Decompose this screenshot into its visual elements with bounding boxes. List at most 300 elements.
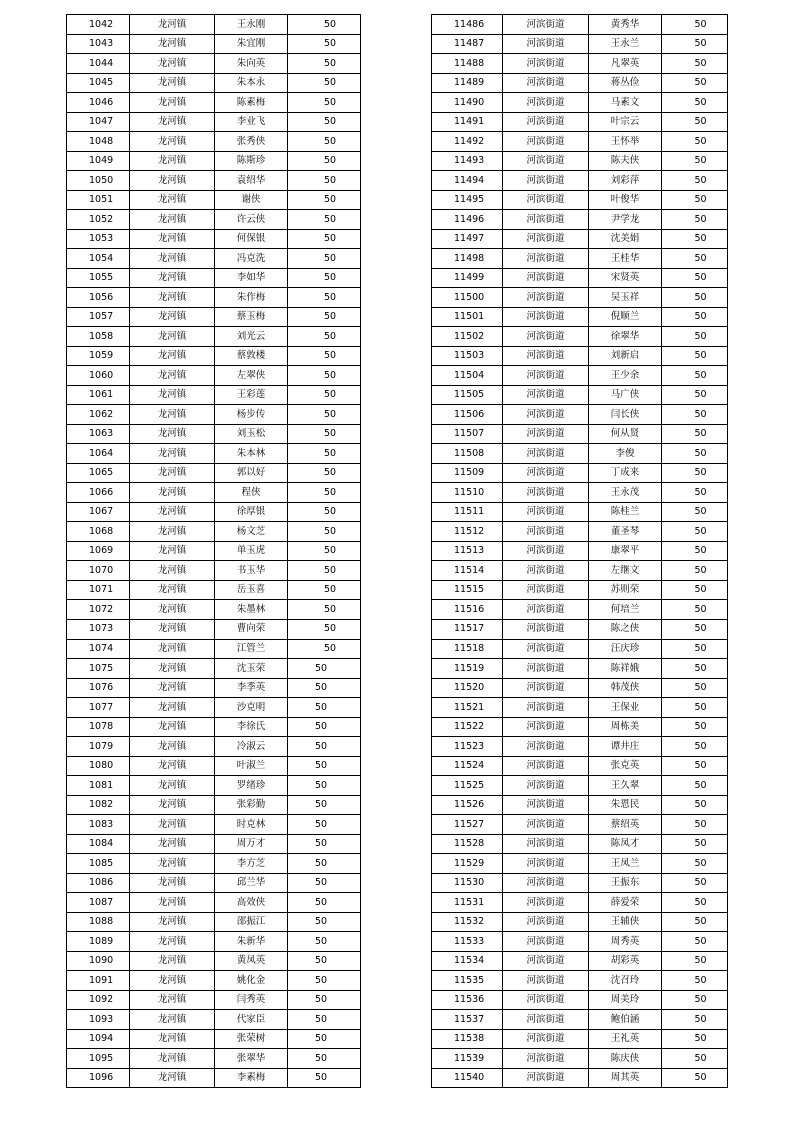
name-cell: 王永刚 xyxy=(215,15,288,35)
table-row xyxy=(67,132,361,152)
amount-cell: 50 xyxy=(662,54,728,74)
serial-number-cell: 1069 xyxy=(67,541,130,561)
table-row xyxy=(67,737,361,757)
table-row xyxy=(67,171,361,191)
amount-cell: 50 xyxy=(662,854,728,874)
serial-number-cell: 11511 xyxy=(432,502,503,522)
name-cell: 程侠 xyxy=(215,483,288,503)
serial-number-cell: 11506 xyxy=(432,405,503,425)
name-cell: 姚化金 xyxy=(215,971,288,991)
name-cell: 丁成来 xyxy=(589,463,662,483)
town-cell: 河滨街道 xyxy=(503,580,589,600)
amount-cell: 50 xyxy=(662,678,728,698)
town-cell: 河滨街道 xyxy=(503,1010,589,1030)
serial-number-cell: 11535 xyxy=(432,971,503,991)
serial-number-cell: 11487 xyxy=(432,34,503,54)
town-cell: 河滨街道 xyxy=(503,541,589,561)
name-cell: 王凤兰 xyxy=(589,854,662,874)
name-cell: 陈素梅 xyxy=(215,93,288,113)
serial-number-cell: 1078 xyxy=(67,717,130,737)
serial-number-cell: 1067 xyxy=(67,502,130,522)
town-cell: 河滨街道 xyxy=(503,737,589,757)
town-cell: 龙河镇 xyxy=(130,229,215,249)
name-cell: 谭井庄 xyxy=(589,737,662,757)
amount-cell: 50 xyxy=(662,93,728,113)
amount-cell: 50 xyxy=(662,756,728,776)
table-row xyxy=(67,34,361,54)
town-cell: 龙河镇 xyxy=(130,151,215,171)
name-cell: 朱恩民 xyxy=(589,795,662,815)
amount-cell: 50 xyxy=(288,659,361,679)
serial-number-cell: 11524 xyxy=(432,756,503,776)
name-cell: 沙克明 xyxy=(215,698,288,718)
amount-cell: 50 xyxy=(288,268,361,288)
name-cell: 蒋丛俭 xyxy=(589,73,662,93)
amount-cell: 50 xyxy=(288,249,361,269)
name-cell: 罗绪珍 xyxy=(215,776,288,796)
table-row xyxy=(67,288,361,308)
table-row xyxy=(432,932,728,952)
amount-cell: 50 xyxy=(288,522,361,542)
town-cell: 龙河镇 xyxy=(130,932,215,952)
amount-cell: 50 xyxy=(288,717,361,737)
town-cell: 河滨街道 xyxy=(503,698,589,718)
table-row xyxy=(432,990,728,1010)
table-row xyxy=(67,73,361,93)
name-cell: 曹向荣 xyxy=(215,619,288,639)
town-cell: 龙河镇 xyxy=(130,737,215,757)
serial-number-cell: 11492 xyxy=(432,132,503,152)
name-cell: 李方芝 xyxy=(215,854,288,874)
amount-cell: 50 xyxy=(288,190,361,210)
town-cell: 河滨街道 xyxy=(503,717,589,737)
town-cell: 河滨街道 xyxy=(503,873,589,893)
name-cell: 汪庆珍 xyxy=(589,639,662,659)
table-row xyxy=(67,385,361,405)
serial-number-cell: 11518 xyxy=(432,639,503,659)
town-cell: 河滨街道 xyxy=(503,659,589,679)
amount-cell: 50 xyxy=(288,1029,361,1049)
name-cell: 薛爱荣 xyxy=(589,893,662,913)
amount-cell: 50 xyxy=(288,171,361,191)
serial-number-cell: 1064 xyxy=(67,444,130,464)
table-row xyxy=(432,854,728,874)
name-cell: 蔡敦楼 xyxy=(215,346,288,366)
name-cell: 王保业 xyxy=(589,698,662,718)
serial-number-cell: 11505 xyxy=(432,385,503,405)
serial-number-cell: 11515 xyxy=(432,580,503,600)
town-cell: 河滨街道 xyxy=(503,190,589,210)
town-cell: 龙河镇 xyxy=(130,873,215,893)
town-cell: 河滨街道 xyxy=(503,639,589,659)
name-cell: 陈庆侠 xyxy=(589,1049,662,1069)
table-row xyxy=(67,1068,361,1088)
name-cell: 王久翠 xyxy=(589,776,662,796)
name-cell: 尹学龙 xyxy=(589,210,662,230)
name-cell: 王彩莲 xyxy=(215,385,288,405)
name-cell: 徐翠华 xyxy=(589,327,662,347)
amount-cell: 50 xyxy=(662,502,728,522)
town-cell: 龙河镇 xyxy=(130,659,215,679)
amount-cell: 50 xyxy=(662,698,728,718)
serial-number-cell: 11528 xyxy=(432,834,503,854)
name-cell: 周其英 xyxy=(589,1068,662,1088)
table-row xyxy=(432,405,728,425)
table-row xyxy=(432,561,728,581)
table-row xyxy=(432,893,728,913)
name-cell: 张翠华 xyxy=(215,1049,288,1069)
serial-number-cell: 1084 xyxy=(67,834,130,854)
table-row xyxy=(67,932,361,952)
amount-cell: 50 xyxy=(662,659,728,679)
serial-number-cell: 1076 xyxy=(67,678,130,698)
name-cell: 马素文 xyxy=(589,93,662,113)
table-row xyxy=(432,190,728,210)
town-cell: 河滨街道 xyxy=(503,854,589,874)
table-row xyxy=(67,678,361,698)
town-cell: 龙河镇 xyxy=(130,776,215,796)
serial-number-cell: 1043 xyxy=(67,34,130,54)
town-cell: 龙河镇 xyxy=(130,1049,215,1069)
town-cell: 河滨街道 xyxy=(503,815,589,835)
table-row xyxy=(67,327,361,347)
serial-number-cell: 11504 xyxy=(432,366,503,386)
serial-number-cell: 11521 xyxy=(432,698,503,718)
serial-number-cell: 11520 xyxy=(432,678,503,698)
serial-number-cell: 11490 xyxy=(432,93,503,113)
serial-number-cell: 1074 xyxy=(67,639,130,659)
name-cell: 王桂华 xyxy=(589,249,662,269)
amount-cell: 50 xyxy=(662,639,728,659)
amount-cell: 50 xyxy=(662,327,728,347)
town-cell: 龙河镇 xyxy=(130,717,215,737)
town-cell: 龙河镇 xyxy=(130,971,215,991)
serial-number-cell: 11517 xyxy=(432,619,503,639)
town-cell: 河滨街道 xyxy=(503,619,589,639)
amount-cell: 50 xyxy=(662,151,728,171)
table-row xyxy=(67,483,361,503)
amount-cell: 50 xyxy=(288,580,361,600)
serial-number-cell: 1073 xyxy=(67,619,130,639)
name-cell: 徐厚银 xyxy=(215,502,288,522)
name-cell: 陈凤才 xyxy=(589,834,662,854)
name-cell: 叶宗云 xyxy=(589,112,662,132)
town-cell: 龙河镇 xyxy=(130,580,215,600)
table-row xyxy=(67,112,361,132)
table-row xyxy=(432,307,728,327)
right-table-body xyxy=(432,15,728,1088)
table-row xyxy=(67,854,361,874)
name-cell: 王永茂 xyxy=(589,483,662,503)
serial-number-cell: 1091 xyxy=(67,971,130,991)
name-cell: 郭以好 xyxy=(215,463,288,483)
serial-number-cell: 11503 xyxy=(432,346,503,366)
amount-cell: 50 xyxy=(662,405,728,425)
serial-number-cell: 1055 xyxy=(67,268,130,288)
name-cell: 陈夫侠 xyxy=(589,151,662,171)
amount-cell: 50 xyxy=(662,171,728,191)
serial-number-cell: 1062 xyxy=(67,405,130,425)
serial-number-cell: 1056 xyxy=(67,288,130,308)
serial-number-cell: 1087 xyxy=(67,893,130,913)
table-row xyxy=(67,424,361,444)
amount-cell: 50 xyxy=(288,385,361,405)
amount-cell: 50 xyxy=(662,1049,728,1069)
amount-cell: 50 xyxy=(288,424,361,444)
amount-cell: 50 xyxy=(288,405,361,425)
town-cell: 河滨街道 xyxy=(503,171,589,191)
serial-number-cell: 1042 xyxy=(67,15,130,35)
table-row xyxy=(67,249,361,269)
serial-number-cell: 1077 xyxy=(67,698,130,718)
town-cell: 河滨街道 xyxy=(503,54,589,74)
table-row xyxy=(67,307,361,327)
name-cell: 陈祥娥 xyxy=(589,659,662,679)
serial-number-cell: 1080 xyxy=(67,756,130,776)
town-cell: 龙河镇 xyxy=(130,698,215,718)
serial-number-cell: 11519 xyxy=(432,659,503,679)
table-row xyxy=(67,834,361,854)
serial-number-cell: 1096 xyxy=(67,1068,130,1088)
town-cell: 河滨街道 xyxy=(503,151,589,171)
table-row xyxy=(432,132,728,152)
amount-cell: 50 xyxy=(662,1010,728,1030)
serial-number-cell: 1052 xyxy=(67,210,130,230)
table-row xyxy=(432,15,728,35)
serial-number-cell: 11497 xyxy=(432,229,503,249)
name-cell: 韩茂侠 xyxy=(589,678,662,698)
amount-cell: 50 xyxy=(288,15,361,35)
table-row xyxy=(432,346,728,366)
serial-number-cell: 11514 xyxy=(432,561,503,581)
name-cell: 周万才 xyxy=(215,834,288,854)
serial-number-cell: 11533 xyxy=(432,932,503,952)
name-cell: 李徐氏 xyxy=(215,717,288,737)
name-cell: 李业飞 xyxy=(215,112,288,132)
left-table-grid xyxy=(66,14,361,1088)
name-cell: 王永兰 xyxy=(589,34,662,54)
serial-number-cell: 11498 xyxy=(432,249,503,269)
town-cell: 河滨街道 xyxy=(503,1068,589,1088)
table-row xyxy=(432,1029,728,1049)
town-cell: 龙河镇 xyxy=(130,54,215,74)
town-cell: 河滨街道 xyxy=(503,405,589,425)
right-table xyxy=(431,14,728,1088)
table-row xyxy=(432,619,728,639)
amount-cell: 50 xyxy=(662,815,728,835)
town-cell: 龙河镇 xyxy=(130,424,215,444)
amount-cell: 50 xyxy=(288,327,361,347)
amount-cell: 50 xyxy=(662,288,728,308)
amount-cell: 50 xyxy=(288,444,361,464)
amount-cell: 50 xyxy=(288,815,361,835)
town-cell: 龙河镇 xyxy=(130,190,215,210)
table-row xyxy=(432,737,728,757)
town-cell: 河滨街道 xyxy=(503,795,589,815)
table-row xyxy=(432,288,728,308)
town-cell: 河滨街道 xyxy=(503,951,589,971)
name-cell: 王礼英 xyxy=(589,1029,662,1049)
serial-number-cell: 1094 xyxy=(67,1029,130,1049)
table-row xyxy=(432,151,728,171)
town-cell: 河滨街道 xyxy=(503,444,589,464)
town-cell: 河滨街道 xyxy=(503,522,589,542)
table-row xyxy=(432,444,728,464)
name-cell: 朱宜刚 xyxy=(215,34,288,54)
table-row xyxy=(67,502,361,522)
amount-cell: 50 xyxy=(288,307,361,327)
amount-cell: 50 xyxy=(662,229,728,249)
town-cell: 龙河镇 xyxy=(130,1068,215,1088)
amount-cell: 50 xyxy=(288,678,361,698)
serial-number-cell: 11523 xyxy=(432,737,503,757)
serial-number-cell: 11509 xyxy=(432,463,503,483)
town-cell: 河滨街道 xyxy=(503,385,589,405)
table-row xyxy=(67,815,361,835)
table-row xyxy=(432,366,728,386)
amount-cell: 50 xyxy=(288,893,361,913)
serial-number-cell: 1088 xyxy=(67,912,130,932)
name-cell: 高效侠 xyxy=(215,893,288,913)
serial-number-cell: 1081 xyxy=(67,776,130,796)
town-cell: 河滨街道 xyxy=(503,600,589,620)
town-cell: 河滨街道 xyxy=(503,346,589,366)
amount-cell: 50 xyxy=(662,834,728,854)
serial-number-cell: 1059 xyxy=(67,346,130,366)
serial-number-cell: 11496 xyxy=(432,210,503,230)
town-cell: 龙河镇 xyxy=(130,73,215,93)
name-cell: 黄凤英 xyxy=(215,951,288,971)
serial-number-cell: 11522 xyxy=(432,717,503,737)
amount-cell: 50 xyxy=(288,288,361,308)
amount-cell: 50 xyxy=(288,795,361,815)
table-row xyxy=(67,580,361,600)
name-cell: 江管兰 xyxy=(215,639,288,659)
name-cell: 苏则荣 xyxy=(589,580,662,600)
amount-cell: 50 xyxy=(662,346,728,366)
table-row xyxy=(67,561,361,581)
amount-cell: 50 xyxy=(288,151,361,171)
amount-cell: 50 xyxy=(288,132,361,152)
amount-cell: 50 xyxy=(288,698,361,718)
serial-number-cell: 11502 xyxy=(432,327,503,347)
serial-number-cell: 1075 xyxy=(67,659,130,679)
table-row xyxy=(432,912,728,932)
town-cell: 河滨街道 xyxy=(503,1029,589,1049)
name-cell: 沈玉荣 xyxy=(215,659,288,679)
table-row xyxy=(432,34,728,54)
town-cell: 河滨街道 xyxy=(503,210,589,230)
table-row xyxy=(67,619,361,639)
serial-number-cell: 1053 xyxy=(67,229,130,249)
name-cell: 王怀举 xyxy=(589,132,662,152)
serial-number-cell: 1050 xyxy=(67,171,130,191)
table-row xyxy=(432,463,728,483)
table-row xyxy=(432,1010,728,1030)
town-cell: 龙河镇 xyxy=(130,327,215,347)
town-cell: 河滨街道 xyxy=(503,893,589,913)
table-row xyxy=(67,541,361,561)
table-row xyxy=(432,73,728,93)
table-row xyxy=(432,951,728,971)
amount-cell: 50 xyxy=(288,932,361,952)
name-cell: 李季英 xyxy=(215,678,288,698)
table-row xyxy=(432,210,728,230)
serial-number-cell: 1044 xyxy=(67,54,130,74)
amount-cell: 50 xyxy=(662,132,728,152)
serial-number-cell: 1089 xyxy=(67,932,130,952)
table-row xyxy=(67,54,361,74)
serial-number-cell: 11538 xyxy=(432,1029,503,1049)
table-row xyxy=(67,971,361,991)
town-cell: 河滨街道 xyxy=(503,249,589,269)
amount-cell: 50 xyxy=(288,737,361,757)
serial-number-cell: 1068 xyxy=(67,522,130,542)
amount-cell: 50 xyxy=(288,502,361,522)
town-cell: 河滨街道 xyxy=(503,1049,589,1069)
amount-cell: 50 xyxy=(662,932,728,952)
table-row xyxy=(67,1029,361,1049)
town-cell: 河滨街道 xyxy=(503,288,589,308)
serial-number-cell: 11539 xyxy=(432,1049,503,1069)
town-cell: 龙河镇 xyxy=(130,210,215,230)
amount-cell: 50 xyxy=(662,561,728,581)
amount-cell: 50 xyxy=(662,600,728,620)
serial-number-cell: 1063 xyxy=(67,424,130,444)
table-row xyxy=(67,1049,361,1069)
town-cell: 河滨街道 xyxy=(503,424,589,444)
serial-number-cell: 1093 xyxy=(67,1010,130,1030)
table-row xyxy=(432,385,728,405)
name-cell: 岳玉喜 xyxy=(215,580,288,600)
serial-number-cell: 11486 xyxy=(432,15,503,35)
table-row xyxy=(432,327,728,347)
table-row xyxy=(67,366,361,386)
serial-number-cell: 11508 xyxy=(432,444,503,464)
town-cell: 龙河镇 xyxy=(130,268,215,288)
amount-cell: 50 xyxy=(662,190,728,210)
table-row xyxy=(67,93,361,113)
town-cell: 龙河镇 xyxy=(130,132,215,152)
amount-cell: 50 xyxy=(662,249,728,269)
serial-number-cell: 11491 xyxy=(432,112,503,132)
table-row xyxy=(432,756,728,776)
serial-number-cell: 1085 xyxy=(67,854,130,874)
name-cell: 代家臣 xyxy=(215,1010,288,1030)
amount-cell: 50 xyxy=(288,854,361,874)
name-cell: 许云侠 xyxy=(215,210,288,230)
name-cell: 周秀英 xyxy=(589,932,662,952)
table-row xyxy=(432,424,728,444)
serial-number-cell: 11507 xyxy=(432,424,503,444)
name-cell: 蔡绍英 xyxy=(589,815,662,835)
amount-cell: 50 xyxy=(662,619,728,639)
name-cell: 康翠平 xyxy=(589,541,662,561)
serial-number-cell: 1065 xyxy=(67,463,130,483)
name-cell: 张克英 xyxy=(589,756,662,776)
table-row xyxy=(432,54,728,74)
table-row xyxy=(67,873,361,893)
table-row xyxy=(67,346,361,366)
serial-number-cell: 1047 xyxy=(67,112,130,132)
town-cell: 龙河镇 xyxy=(130,795,215,815)
name-cell: 何培兰 xyxy=(589,600,662,620)
amount-cell: 50 xyxy=(662,795,728,815)
serial-number-cell: 11495 xyxy=(432,190,503,210)
serial-number-cell: 11527 xyxy=(432,815,503,835)
amount-cell: 50 xyxy=(662,210,728,230)
table-row xyxy=(67,463,361,483)
